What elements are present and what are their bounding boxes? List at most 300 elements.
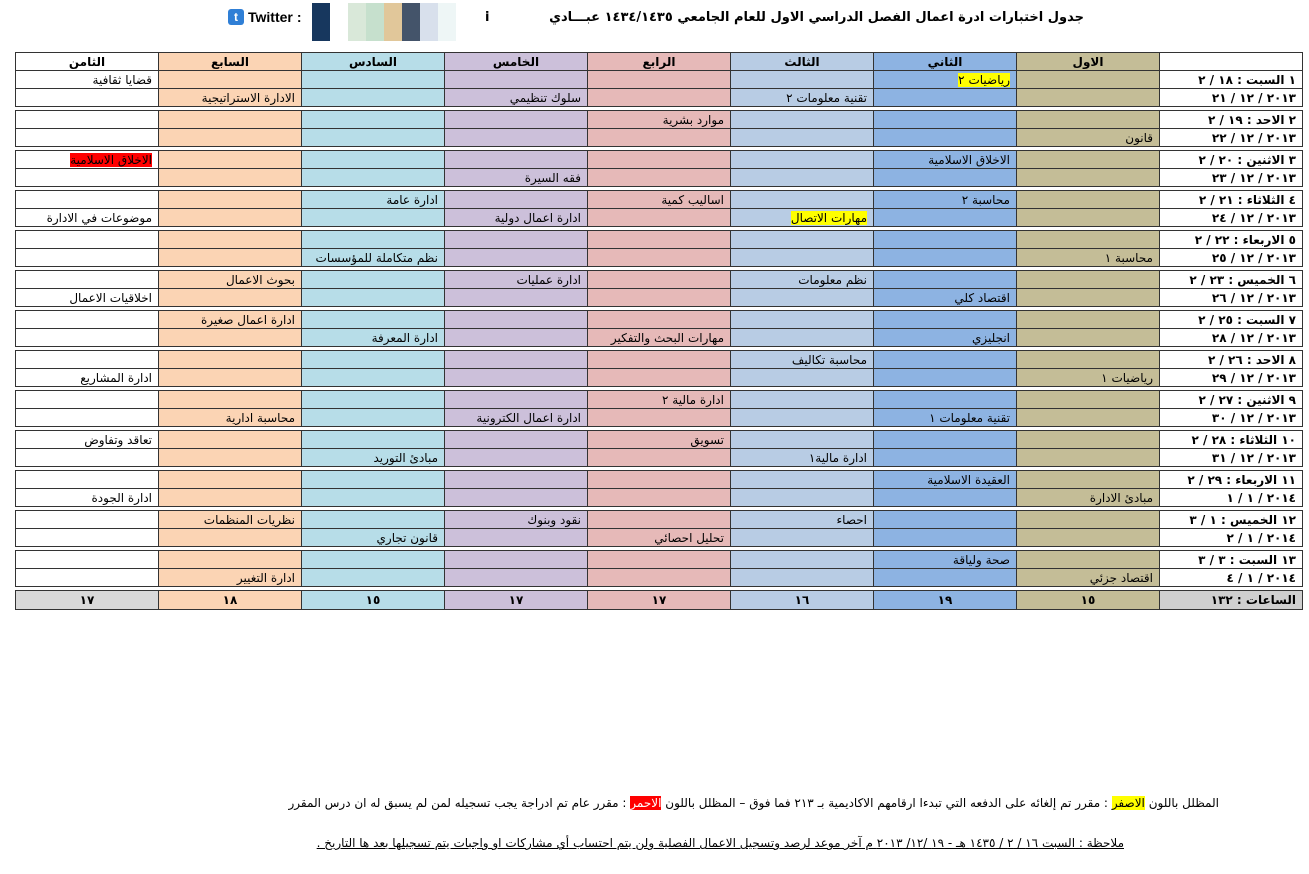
- column-header-row: [16, 53, 1303, 71]
- course-cell: ادارة اعمال صغيرة: [159, 311, 302, 329]
- course-cell: [302, 209, 445, 227]
- course-cell: [302, 89, 445, 107]
- table-row: [16, 89, 1303, 107]
- course-cell: [731, 391, 874, 409]
- course-cell: [445, 351, 588, 369]
- course-cell: [16, 471, 159, 489]
- course-cell: [445, 529, 588, 547]
- date-label: ٢٠١٣ / ١٢ / ٣٠: [1160, 409, 1303, 427]
- course-cell: [159, 111, 302, 129]
- course-cell: ادارة المشاريع: [16, 369, 159, 387]
- course-cell: [588, 569, 731, 587]
- course-cell: [302, 111, 445, 129]
- course-cell: [874, 529, 1017, 547]
- color-swatch: [312, 3, 330, 41]
- table-row: [16, 71, 1303, 89]
- course-cell: [302, 551, 445, 569]
- date-label: ٢٠١٣ / ١٢ / ٢٢: [1160, 129, 1303, 147]
- course-cell: [445, 489, 588, 507]
- table-row: [16, 129, 1303, 147]
- course-cell: ادارة عامة: [302, 191, 445, 209]
- course-cell: [874, 249, 1017, 267]
- course-cell: [588, 551, 731, 569]
- course-cell: [302, 271, 445, 289]
- date-label: ٢٠١٤ / ١ / ٢: [1160, 529, 1303, 547]
- course-cell: [874, 209, 1017, 227]
- course-cell: ادارة اعمال الكترونية: [445, 409, 588, 427]
- course-cell: [874, 169, 1017, 187]
- table-row: [16, 231, 1303, 249]
- date-label: ٢٠١٣ / ١٢ / ٣١: [1160, 449, 1303, 467]
- course-cell: موارد بشرية: [588, 111, 731, 129]
- course-cell: [1017, 311, 1160, 329]
- course-cell: [159, 369, 302, 387]
- course-cell: نظريات المنظمات: [159, 511, 302, 529]
- page-header: [0, 0, 1309, 38]
- day-label: ٩ الاثنين : ٢٧ / ٢: [1160, 391, 1303, 409]
- course-cell: [874, 89, 1017, 107]
- course-cell: [588, 209, 731, 227]
- course-cell: [731, 529, 874, 547]
- course-cell: [16, 271, 159, 289]
- table-row: [16, 311, 1303, 329]
- course-cell: [1017, 151, 1160, 169]
- course-cell: [159, 471, 302, 489]
- course-cell: قانون: [1017, 129, 1160, 147]
- schedule-title: جدول اختبارات ادرة اعمال الفصل الدراسي الاول للعام الجامعي ١٤٣٤/١٤٣٥ عبـــادي: [549, 10, 1084, 25]
- course-cell: [588, 231, 731, 249]
- course-cell: [302, 151, 445, 169]
- course-cell: [302, 369, 445, 387]
- course-cell: [731, 551, 874, 569]
- course-cell: [445, 391, 588, 409]
- course-cell: [16, 449, 159, 467]
- course-cell: محاسبة ادارية: [159, 409, 302, 427]
- course-cell: [731, 71, 874, 89]
- date-label: ٢٠١٤ / ١ / ١: [1160, 489, 1303, 507]
- course-cell: [1017, 391, 1160, 409]
- course-cell: [159, 231, 302, 249]
- course-cell: [159, 191, 302, 209]
- legend-text-a: المظلل باللون: [1148, 796, 1219, 810]
- course-cell: [445, 329, 588, 347]
- table-row: [16, 271, 1303, 289]
- course-cell: بحوث الاعمال: [159, 271, 302, 289]
- course-cell: الاخلاق الاسلامية: [874, 151, 1017, 169]
- course-cell: اساليب كمية: [588, 191, 731, 209]
- day-label: ٤ الثلاثاء : ٢١ / ٢: [1160, 191, 1303, 209]
- table-row: [16, 551, 1303, 569]
- course-cell: نظم معلومات: [731, 271, 874, 289]
- date-label: ٢٠١٣ / ١٢ / ٢٩: [1160, 369, 1303, 387]
- course-cell: [445, 249, 588, 267]
- course-cell: [302, 169, 445, 187]
- course-cell: [445, 129, 588, 147]
- course-cell: [159, 551, 302, 569]
- course-cell: [731, 169, 874, 187]
- course-cell: [731, 471, 874, 489]
- course-cell: [159, 489, 302, 507]
- course-cell: [1017, 351, 1160, 369]
- course-cell: [588, 351, 731, 369]
- course-cell: [1017, 289, 1160, 307]
- course-cell: مبادئ الادارة: [1017, 489, 1160, 507]
- course-cell: [588, 249, 731, 267]
- table-row: [16, 511, 1303, 529]
- period-hours: ١٩: [874, 591, 1017, 610]
- course-cell: [731, 231, 874, 249]
- period-hours: ١٨: [159, 591, 302, 610]
- course-cell: [874, 351, 1017, 369]
- course-cell: [302, 391, 445, 409]
- course-cell: [731, 191, 874, 209]
- course-cell: [445, 431, 588, 449]
- table-row: [16, 391, 1303, 409]
- course-cell: مبادئ التوريد: [302, 449, 445, 467]
- total-hours-label: الساعات : ١٣٢: [1160, 591, 1303, 610]
- course-cell: [159, 129, 302, 147]
- table-row: [16, 489, 1303, 507]
- table-row: [16, 111, 1303, 129]
- course-cell: تقنية معلومات ٢: [731, 89, 874, 107]
- course-cell: [731, 569, 874, 587]
- course-cell: [159, 151, 302, 169]
- table-row: [16, 431, 1303, 449]
- course-cell: [874, 111, 1017, 129]
- period-hours: ١٦: [731, 591, 874, 610]
- table-row: [16, 351, 1303, 369]
- highlighted-course: مهارات الاتصال: [790, 210, 867, 225]
- course-cell: [1017, 191, 1160, 209]
- table-row: [16, 289, 1303, 307]
- table-row: [16, 191, 1303, 209]
- course-cell: [1017, 271, 1160, 289]
- course-cell: [874, 369, 1017, 387]
- course-cell: [1017, 511, 1160, 529]
- course-cell: [302, 311, 445, 329]
- day-label: ٧ السبت : ٢٥ / ٢: [1160, 311, 1303, 329]
- course-cell: [731, 111, 874, 129]
- course-cell: [588, 71, 731, 89]
- color-swatch-strip: [312, 3, 456, 41]
- course-cell: [445, 111, 588, 129]
- course-cell: ادارة عمليات: [445, 271, 588, 289]
- date-label: ٢٠١٤ / ١ / ٤: [1160, 569, 1303, 587]
- header-letter: i: [485, 10, 490, 25]
- course-cell: [588, 369, 731, 387]
- course-cell: [16, 311, 159, 329]
- course-cell: [588, 169, 731, 187]
- course-cell: العقيدة الاسلامية: [874, 471, 1017, 489]
- course-cell: [16, 89, 159, 107]
- date-label: ٢٠١٣ / ١٢ / ٢١: [1160, 89, 1303, 107]
- course-cell: [445, 71, 588, 89]
- period-header: الرابع: [588, 53, 731, 71]
- day-label: ٨ الاحد : ٢٦ / ٢: [1160, 351, 1303, 369]
- course-cell: انجليزي: [874, 329, 1017, 347]
- course-cell: [302, 289, 445, 307]
- course-cell: تسويق: [588, 431, 731, 449]
- course-cell: [1017, 169, 1160, 187]
- color-swatch: [438, 3, 456, 41]
- course-cell: [874, 511, 1017, 529]
- course-cell: [731, 151, 874, 169]
- course-cell: نظم متكاملة للمؤسسات: [302, 249, 445, 267]
- course-cell: محاسبة ١: [1017, 249, 1160, 267]
- exam-schedule-table: [15, 52, 1303, 610]
- course-cell: [731, 329, 874, 347]
- course-cell: [1017, 409, 1160, 427]
- course-cell: [731, 409, 874, 427]
- course-cell: ادارة التغيير: [159, 569, 302, 587]
- date-label: ٢٠١٣ / ١٢ / ٢٥: [1160, 249, 1303, 267]
- color-legend-note: [289, 796, 1219, 810]
- course-cell: [874, 311, 1017, 329]
- course-cell: [16, 409, 159, 427]
- course-cell: [588, 151, 731, 169]
- course-cell: [588, 89, 731, 107]
- course-cell: [445, 569, 588, 587]
- day-label: ١٠ الثلاثاء : ٢٨ / ٢: [1160, 431, 1303, 449]
- course-cell: [16, 191, 159, 209]
- course-cell: [874, 489, 1017, 507]
- table-row: [16, 209, 1303, 227]
- day-label: ١٣ السبت : ٣ / ٣: [1160, 551, 1303, 569]
- twitter-badge[interactable]: [228, 6, 302, 28]
- course-cell: [302, 129, 445, 147]
- twitter-label: Twitter: [248, 9, 293, 25]
- table-row: [16, 151, 1303, 169]
- course-cell: [731, 209, 874, 227]
- course-cell: [445, 191, 588, 209]
- day-label: ٣ الاثنين : ٢٠ / ٢: [1160, 151, 1303, 169]
- table-row: [16, 569, 1303, 587]
- course-cell: [1017, 551, 1160, 569]
- course-cell: [588, 271, 731, 289]
- highlighted-course: رياضيات ٢: [958, 72, 1010, 87]
- course-cell: [445, 551, 588, 569]
- course-cell: [159, 71, 302, 89]
- day-label: ١ السبت : ١٨ / ٢: [1160, 71, 1303, 89]
- table-row: [16, 471, 1303, 489]
- course-cell: [588, 471, 731, 489]
- course-cell: [731, 369, 874, 387]
- course-cell: [302, 231, 445, 249]
- course-cell: [731, 489, 874, 507]
- course-cell: صحة ولياقة: [874, 551, 1017, 569]
- course-cell: [16, 351, 159, 369]
- twitter-colon: :: [296, 9, 302, 25]
- course-cell: [445, 289, 588, 307]
- day-label: ٢ الاحد : ١٩ / ٢: [1160, 111, 1303, 129]
- table-row: [16, 169, 1303, 187]
- course-cell: [874, 431, 1017, 449]
- legend-text-c: : مقرر عام تم ادراجة يجب تسجيله لمن لم يسبق له ان درس المقرر: [288, 796, 627, 810]
- course-cell: [1017, 329, 1160, 347]
- course-cell: [16, 231, 159, 249]
- course-cell: [16, 249, 159, 267]
- course-cell: [445, 231, 588, 249]
- table-row: [16, 329, 1303, 347]
- course-cell: [588, 449, 731, 467]
- course-cell: [16, 169, 159, 187]
- course-cell: [445, 151, 588, 169]
- table-row: [16, 249, 1303, 267]
- course-cell: [159, 351, 302, 369]
- course-cell: [16, 111, 159, 129]
- course-cell: ادارة الجودة: [16, 489, 159, 507]
- course-cell: [159, 249, 302, 267]
- course-cell: [1017, 431, 1160, 449]
- course-cell: احصاء: [731, 511, 874, 529]
- course-cell: [588, 311, 731, 329]
- course-cell: تعاقد وتفاوض: [16, 431, 159, 449]
- course-cell: [1017, 471, 1160, 489]
- course-cell: [1017, 111, 1160, 129]
- course-cell: [16, 529, 159, 547]
- course-cell: قانون تجاري: [302, 529, 445, 547]
- period-header: الثالث: [731, 53, 874, 71]
- color-swatch: [402, 3, 420, 41]
- course-cell: محاسبة تكاليف: [731, 351, 874, 369]
- course-cell: [1017, 209, 1160, 227]
- course-cell: قضايا ثقافية: [16, 71, 159, 89]
- course-cell: [302, 431, 445, 449]
- highlighted-course: الاخلاق الاسلامية: [70, 152, 152, 167]
- course-cell: [588, 289, 731, 307]
- period-hours: ١٧: [16, 591, 159, 610]
- course-cell: [445, 471, 588, 489]
- course-cell: [302, 489, 445, 507]
- corner-header: [1160, 53, 1303, 71]
- period-hours: ١٧: [588, 591, 731, 610]
- course-cell: [302, 471, 445, 489]
- course-cell: [16, 511, 159, 529]
- course-cell: [445, 369, 588, 387]
- day-label: ١٢ الخميس : ١ / ٣: [1160, 511, 1303, 529]
- course-cell: [16, 151, 159, 169]
- day-label: ٦ الخميس : ٢٣ / ٢: [1160, 271, 1303, 289]
- day-label: ٥ الاربعاء : ٢٢ / ٢: [1160, 231, 1303, 249]
- course-cell: موضوعات في الادارة: [16, 209, 159, 227]
- period-header: الثامن: [16, 53, 159, 71]
- course-cell: [1017, 231, 1160, 249]
- course-cell: ادارة مالية ٢: [588, 391, 731, 409]
- course-cell: الادارة الاستراتيجية: [159, 89, 302, 107]
- period-header: الاول: [1017, 53, 1160, 71]
- color-swatch: [384, 3, 402, 41]
- period-header: الثاني: [874, 53, 1017, 71]
- course-cell: [1017, 71, 1160, 89]
- totals-row: [16, 591, 1303, 610]
- course-cell: [588, 511, 731, 529]
- period-header: الخامس: [445, 53, 588, 71]
- course-cell: تقنية معلومات ١: [874, 409, 1017, 427]
- period-header: السادس: [302, 53, 445, 71]
- course-cell: [159, 391, 302, 409]
- course-cell: مهارات البحث والتفكير: [588, 329, 731, 347]
- course-cell: [159, 431, 302, 449]
- course-cell: [159, 529, 302, 547]
- course-cell: [588, 489, 731, 507]
- day-label: ١١ الاربعاء : ٢٩ / ٢: [1160, 471, 1303, 489]
- course-cell: [16, 551, 159, 569]
- course-cell: [159, 289, 302, 307]
- course-cell: [159, 449, 302, 467]
- course-cell: [588, 129, 731, 147]
- course-cell: تحليل احصائي: [588, 529, 731, 547]
- course-cell: اخلاقيات الاعمال: [16, 289, 159, 307]
- course-cell: [731, 249, 874, 267]
- deadline-note: ملاحظة : السبت ١٦ / ٢ / ١٤٣٥ هـ - ١٩ /١٢/ ٢٠١٣ م آخر موعد لرصد وتسجيل الاعمال الفصلية ولن يتم احتساب أي مشاركات او واجبات يتم تسجيلها بعد ها التاريخ .: [316, 836, 1124, 850]
- course-cell: سلوك تنظيمي: [445, 89, 588, 107]
- color-swatch: [330, 3, 348, 41]
- course-cell: [302, 71, 445, 89]
- date-label: ٢٠١٣ / ١٢ / ٢٨: [1160, 329, 1303, 347]
- color-swatch: [366, 3, 384, 41]
- period-header: السابع: [159, 53, 302, 71]
- date-label: ٢٠١٣ / ١٢ / ٢٤: [1160, 209, 1303, 227]
- course-cell: [1017, 449, 1160, 467]
- course-cell: [874, 449, 1017, 467]
- legend-text-b: : مقرر تم إلغائه على الدفعه التي تبدءا ارقامهم الاكاديمية بـ ٢١٣ فما فوق – المظلل باللون: [665, 796, 1108, 810]
- course-cell: [874, 391, 1017, 409]
- course-cell: [874, 231, 1017, 249]
- course-cell: ادارة المعرفة: [302, 329, 445, 347]
- course-cell: [302, 511, 445, 529]
- course-cell: [302, 569, 445, 587]
- table-row: [16, 369, 1303, 387]
- course-cell: [874, 71, 1017, 89]
- legend-red-mark: الاحمر: [630, 796, 662, 810]
- course-cell: [302, 351, 445, 369]
- period-hours: ١٧: [445, 591, 588, 610]
- course-cell: [874, 569, 1017, 587]
- legend-yellow-mark: الاصفر: [1111, 796, 1145, 810]
- color-swatch: [420, 3, 438, 41]
- course-cell: [16, 569, 159, 587]
- course-cell: ادارة اعمال دولية: [445, 209, 588, 227]
- course-cell: [874, 271, 1017, 289]
- date-label: ٢٠١٣ / ١٢ / ٢٣: [1160, 169, 1303, 187]
- course-cell: [1017, 89, 1160, 107]
- date-label: ٢٠١٣ / ١٢ / ٢٦: [1160, 289, 1303, 307]
- course-cell: [159, 329, 302, 347]
- course-cell: [445, 311, 588, 329]
- course-cell: فقه السيرة: [445, 169, 588, 187]
- course-cell: [302, 409, 445, 427]
- course-cell: [731, 129, 874, 147]
- period-hours: ١٥: [1017, 591, 1160, 610]
- course-cell: [874, 129, 1017, 147]
- color-swatch: [348, 3, 366, 41]
- table-row: [16, 409, 1303, 427]
- course-cell: [159, 209, 302, 227]
- course-cell: رياضيات ١: [1017, 369, 1160, 387]
- course-cell: ادارة مالية١: [731, 449, 874, 467]
- course-cell: اقتصاد كلي: [874, 289, 1017, 307]
- course-cell: [731, 431, 874, 449]
- twitter-icon: t: [228, 9, 244, 25]
- course-cell: محاسبة ٢: [874, 191, 1017, 209]
- course-cell: [588, 409, 731, 427]
- period-hours: ١٥: [302, 591, 445, 610]
- course-cell: [1017, 529, 1160, 547]
- course-cell: اقتصاد جزئي: [1017, 569, 1160, 587]
- course-cell: [445, 449, 588, 467]
- table-row: [16, 529, 1303, 547]
- course-cell: [16, 129, 159, 147]
